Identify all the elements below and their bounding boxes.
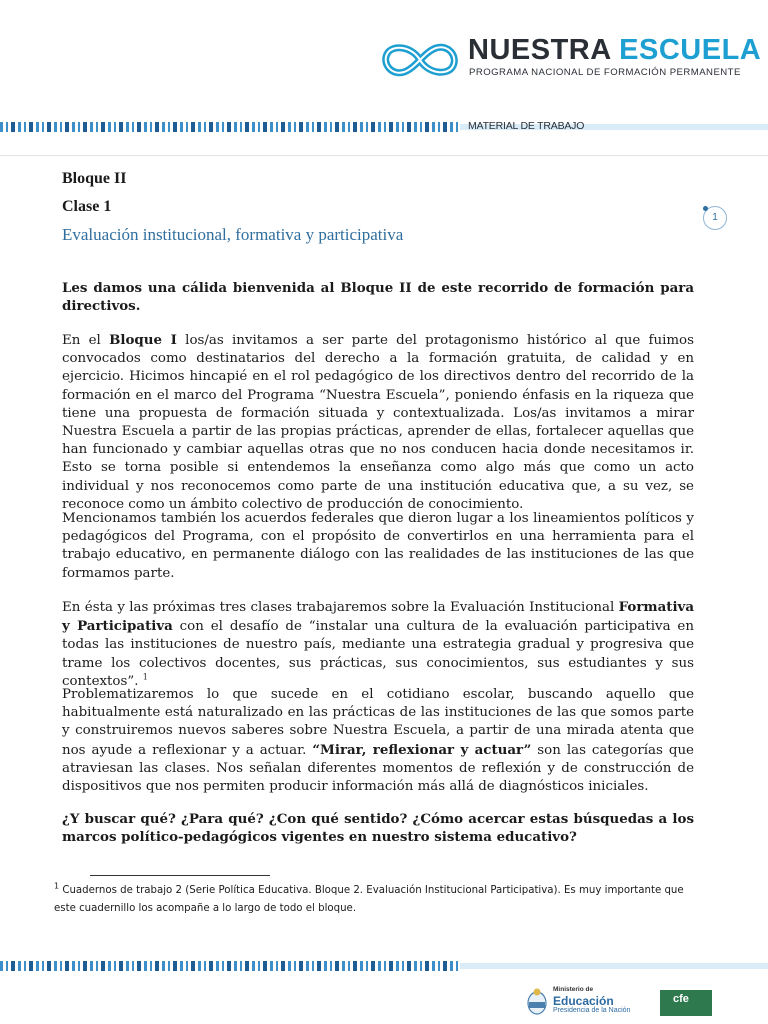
block-title: Bloque II [62, 170, 127, 187]
paragraph-3-rest: con el desafío de “instalar una cultura de la evaluación participativa en todas las instituciones de nuestro país, mediante una estrategia gradual y progresiva que trame los colectivos docentes, sus prácticas, sus conocimientos, sus estudiantes y sus contextos”. [62, 619, 694, 689]
class-subtitle: Evaluación institucional, formativa y participativa [62, 225, 404, 244]
paragraph-1 [62, 331, 694, 514]
paragraph-3 [62, 598, 694, 691]
footnote [54, 882, 696, 918]
cfe-logo-text: cfe [673, 993, 689, 1005]
footnote-divider [90, 875, 270, 876]
material-label: MATERIAL DE TRABAJO [468, 120, 585, 132]
paragraph-1-lead: En el [62, 333, 110, 348]
logo-word-nuestra: NUESTRA [468, 34, 611, 66]
paragraph-4-lead: Problematizaremos lo que sucede en el cotidiano escolar, buscando aquello que habitualmente está naturalizado en las prácticas de las instituciones de las que somos parte y construiremos nuevos saberes sobre Nuestra Escuela, a partir de una mirada atenta que nos ayude a reflexionar y a actuar. [62, 687, 694, 758]
paragraph-2: Mencionamos también los acuerdos federales que dieron lugar a los lineamientos políticos y pedagógicos del Programa, con el propósito de convertirlos en una herramienta para el trabajo educativo, en permanente diálogo con las realidades de las instituciones de las que formamos parte. [62, 511, 694, 581]
infinity-logo-icon [380, 38, 460, 82]
footer-dashed-band [0, 961, 768, 971]
paragraph-3-lead: En ésta y las próximas tres clases trabajaremos sobre la Evaluación Institucional [62, 600, 619, 615]
page-badge-dot-icon [703, 206, 708, 211]
intro-paragraph: Les damos una cálida bienvenida al Bloque II de este recorrido de formación para directivos. [62, 280, 694, 315]
ministry-education: Educación [553, 994, 614, 1008]
class-title: Clase 1 [62, 198, 112, 215]
ministry-label: Ministerio de [553, 986, 594, 993]
logo-subtitle: PROGRAMA NACIONAL DE FORMACIÓN PERMANENTE [469, 67, 741, 78]
national-shield-icon [526, 986, 548, 1016]
paragraph-3-bold: Formativa y Participativa [62, 599, 694, 635]
header-dashed-band [0, 122, 768, 132]
questions-paragraph: ¿Y buscar qué? ¿Para qué? ¿Con qué sentido? ¿Cómo acercar estas búsquedas a los marcos político-pedagógicos vigentes en nuestro sistema educativo? [62, 811, 694, 846]
paragraph-1-rest: los/as invitamos a ser parte del protagonismo histórico al que fuimos convocados como destinatarios del derecho a la formación gratuita, de calidad y en ejercicio. Hicimos hincapié en el rol pedagógico de los directivos dentro del recorrido de la formación en el marco del Programa “Nuestra Escuela”, poniendo énfasis en la riqueza que tiene una propuesta de formación situada y contextualizada. Los/as invitamos a mirar Nuestra Escuela a partir de las propias prácticas, aprender de ellas, fortalecer aquellas que han funcionado y cambiar aquellas otras que no nos conducen hacia donde necesitamos ir. Esto se torna posible si entendemos la enseñanza como algo más que como un acto individual y nos reconocemos como parte de una institución educativa que, a su vez, se reconoce como un ámbito colectivo de producción de conocimiento. [62, 333, 694, 512]
footnote-number: 1 [54, 881, 60, 891]
paragraph-1-bold: Bloque I [109, 332, 177, 348]
page-number-badge: 1 [703, 206, 727, 230]
logo-title [468, 34, 761, 67]
logo-word-escuela: ESCUELA [619, 34, 762, 66]
paragraph-4-rest: son las categorías que atraviesan las clases. Nos señalan diferentes momentos de reflexión y de construcción de dispositivos que nos permiten producir información más allá de diagnósticos iniciales. [62, 742, 694, 795]
header-divider [0, 155, 768, 156]
paragraph-4-bold: “Mirar, reflexionar y actuar” [312, 741, 532, 758]
paragraph-4 [62, 686, 694, 796]
footnote-reference[interactable]: 1 [142, 672, 148, 682]
ministry-presidency: Presidencia de la Nación [553, 1007, 631, 1014]
footnote-text: Cuadernos de trabajo 2 (Serie Política Educativa. Bloque 2. Evaluación Institucional Participativa). Es muy importante que este cuadernillo los acompañe a lo largo de todo el bloque. [54, 885, 684, 914]
